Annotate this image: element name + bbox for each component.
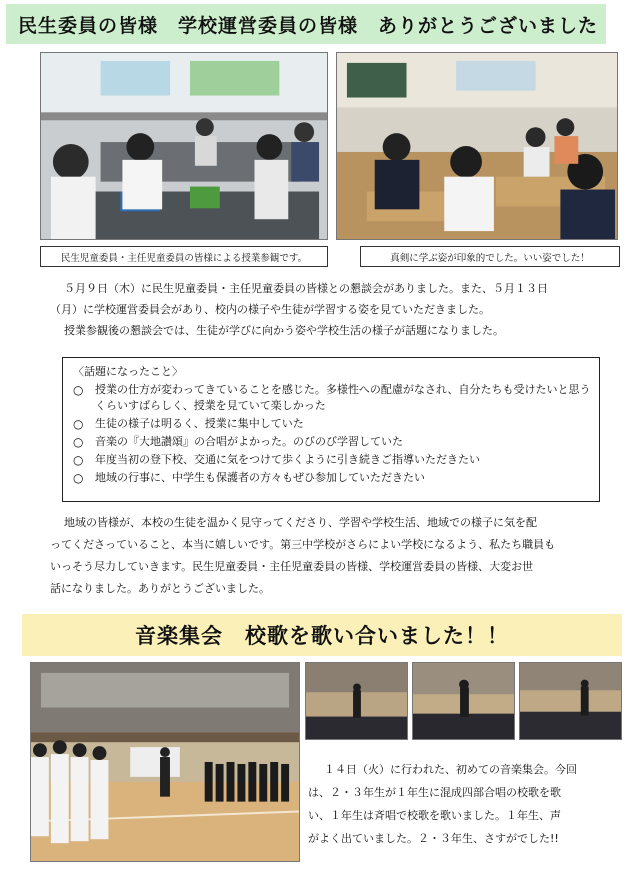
intro-paragraph <box>50 278 620 341</box>
topic-item <box>73 416 591 432</box>
music-line: １４日（火）に行われた、初めての音楽集会。今回 <box>324 763 577 776</box>
photo-caption-2: 真剣に学ぶ姿が印象的でした。いい姿でした！ <box>360 246 620 267</box>
music-assembly-text <box>308 758 628 850</box>
photo-classroom-visit <box>40 52 328 240</box>
closing-line: 地域の皆様が、本校の生徒を温かく見守ってくださり、学習や学校生活、地域での様子に気を配 <box>64 516 537 529</box>
topic-item <box>73 382 591 414</box>
photo-music-assembly-gym <box>30 662 300 862</box>
closing-paragraph <box>50 512 625 600</box>
circle-bullet-icon: ○ <box>73 435 84 449</box>
topic-text: 年度当初の登下校、交通に気をつけて歩くように引き続きご指導いただきたい <box>95 453 480 466</box>
photo-students-studying <box>336 52 618 240</box>
topics-list <box>73 382 591 486</box>
topic-text: 授業の仕方が変わってきていることを感じた。多様性への配慮がなされ、自分たちも受けたいと思うくらいすばらしく、授業を見ていて楽しかった <box>95 383 591 412</box>
photo-assembly-small-1 <box>305 662 408 740</box>
topic-text: 生徒の様子は明るく、授業に集中していた <box>95 417 304 430</box>
section2-banner: 音楽集会 校歌を歌い合いました！！ <box>22 614 622 656</box>
music-line: がよく出ていました。２・３年生、さすがでした!! <box>308 832 559 845</box>
circle-bullet-icon: ○ <box>73 383 84 397</box>
photo-caption-1: 民生児童委員・主任児童委員の皆様による授業参観です。 <box>40 246 328 267</box>
topic-text: 地域の行事に、中学生も保護者の方々もぜひ参加していただきたい <box>95 471 425 484</box>
circle-bullet-icon: ○ <box>73 471 84 485</box>
closing-line: 話になりました。ありがとうございました。 <box>50 582 270 595</box>
closing-line: ってくださっていること、本当に嬉しいです。第三中学校がさらによい学校になるよう、私たち職員も <box>50 538 556 551</box>
intro-line: 授業参観後の懇談会では、生徒が学びに向かう姿や学校生活の様子が話題になりました。 <box>64 324 504 337</box>
topic-text: 音楽の『大地讃頌』の合唱がよかった。のびのび学習していた <box>95 435 403 448</box>
closing-line: いっそう尽力していきます。民生児童委員・主任児童委員の皆様、学校運営委員の皆様、大変お世 <box>50 560 534 573</box>
music-line: い、１年生は斉唱で校歌を歌いました。１年生、声 <box>308 809 561 822</box>
section1-banner: 民生委員の皆様 学校運営委員の皆様 ありがとうございました <box>6 4 606 44</box>
circle-bullet-icon: ○ <box>73 417 84 431</box>
music-line: は、２・３年生が１年生に混成四部合唱の校歌を歌 <box>308 786 561 799</box>
photo-assembly-small-3 <box>519 662 622 740</box>
topics-header: 〈話題になったこと〉 <box>73 365 183 378</box>
intro-line: ５月９日（木）に民生児童委員・主任児童委員の皆様との懇談会がありました。また、５月１３日 <box>64 282 548 295</box>
circle-bullet-icon: ○ <box>73 453 84 467</box>
topic-item <box>73 452 591 468</box>
photo-assembly-small-2 <box>412 662 515 740</box>
intro-line: （月）に学校運営委員会があり、校内の様子や生徒が学習する姿を見ていただきました。 <box>50 303 490 316</box>
topics-box <box>62 357 600 502</box>
topic-item <box>73 434 591 450</box>
topic-item <box>73 470 591 486</box>
